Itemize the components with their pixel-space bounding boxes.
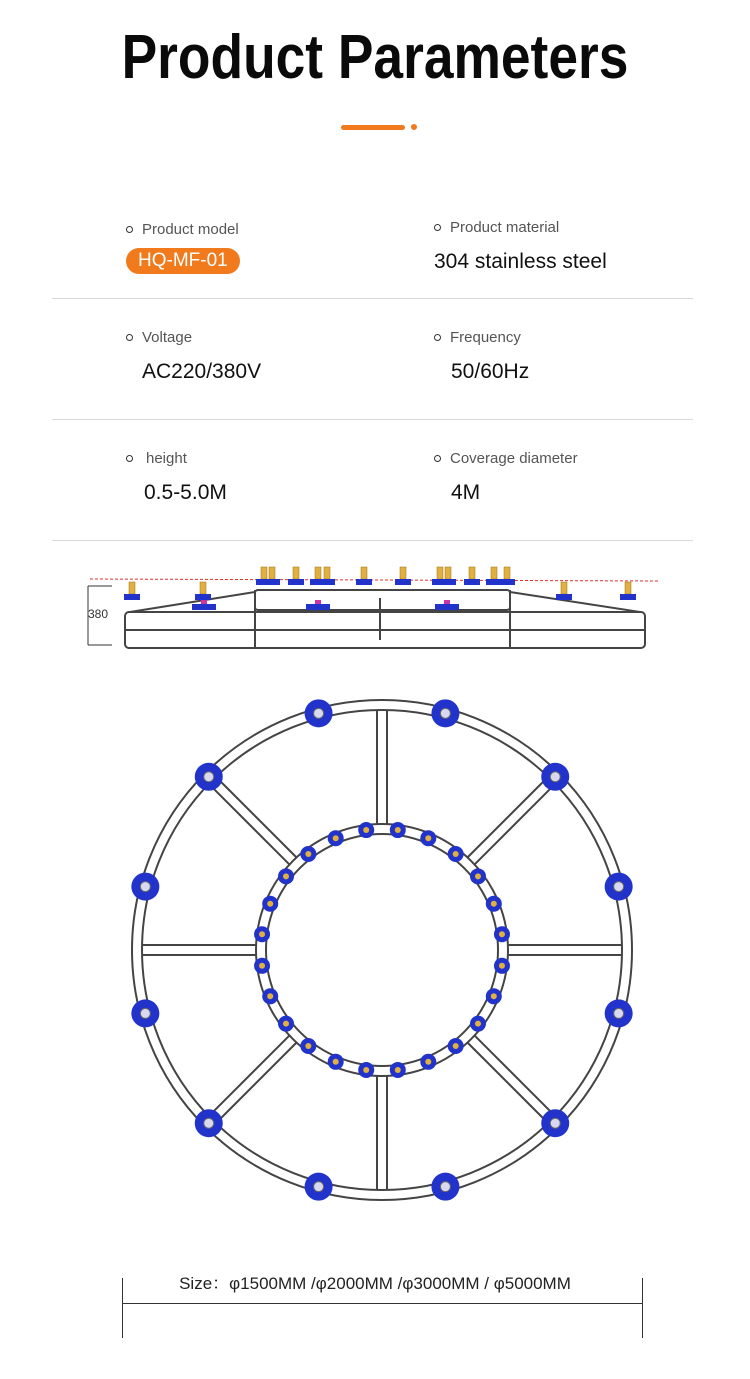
model-badge: HQ-MF-01	[126, 248, 240, 274]
side-nozzle-icon	[491, 567, 497, 579]
param-label: Voltage	[142, 329, 193, 346]
param-label: Frequency	[450, 329, 521, 346]
nozzle-center	[425, 1059, 431, 1065]
side-nozzle-icon	[261, 567, 267, 579]
nozzle-center	[499, 963, 505, 969]
nozzle-center	[363, 1067, 369, 1073]
side-nozzle-icon	[625, 582, 631, 594]
nozzle-center	[453, 1043, 459, 1049]
nozzle-mount	[192, 604, 216, 610]
nozzle-center	[614, 1008, 624, 1018]
nozzle-center	[140, 1008, 150, 1018]
nozzle-center	[314, 708, 324, 718]
bullet-icon	[434, 224, 441, 231]
title-underline-dot	[411, 124, 417, 130]
param-value: 0.5-5.0M	[144, 481, 227, 504]
side-nozzle-icon	[315, 567, 321, 579]
bullet-icon	[126, 226, 133, 233]
spoke	[475, 1036, 556, 1117]
nozzle-mount	[306, 604, 330, 610]
nozzle-center	[499, 931, 505, 937]
nozzle-center	[314, 1182, 324, 1192]
nozzle-center	[475, 1021, 481, 1027]
dimension-label: 380	[88, 607, 109, 621]
nozzle-center	[204, 1118, 214, 1128]
side-nozzle-icon	[324, 567, 330, 579]
nozzle-center	[267, 993, 273, 999]
size-dimension-line	[122, 1303, 643, 1304]
nozzle-center	[453, 851, 459, 857]
page-title: Product Parameters	[121, 23, 629, 92]
nozzle-center	[440, 708, 450, 718]
param-label: Product material	[450, 219, 560, 236]
nozzle-center	[550, 772, 560, 782]
nozzle-mount	[620, 594, 636, 600]
bullet-icon	[434, 334, 441, 341]
side-nozzle-icon	[445, 567, 451, 579]
nozzle-center	[395, 1067, 401, 1073]
side-nozzle-icon	[561, 582, 567, 594]
nozzle-mount	[195, 594, 211, 600]
param-coverage-diameter	[434, 450, 578, 505]
title-underline	[341, 125, 405, 130]
nozzle-center	[333, 835, 339, 841]
outer-nozzles	[131, 699, 632, 1200]
nozzle-mount	[319, 579, 335, 585]
param-label: height	[146, 450, 187, 467]
nozzle-center	[267, 901, 273, 907]
nozzle-mount	[356, 579, 372, 585]
divider	[52, 298, 693, 299]
nozzle-center	[440, 1182, 450, 1192]
nozzle-mount	[395, 579, 411, 585]
side-nozzle-icon	[200, 582, 206, 594]
nozzle-mount	[499, 579, 515, 585]
param-height	[126, 450, 227, 505]
spoke	[216, 777, 297, 858]
nozzle-center	[491, 993, 497, 999]
nozzle-mount	[264, 579, 280, 585]
spoke	[216, 1043, 297, 1124]
param-product-model	[126, 221, 240, 274]
spoke	[475, 784, 556, 865]
param-value: 4M	[451, 481, 481, 504]
side-nozzle-icon	[269, 567, 275, 579]
param-label: Coverage diameter	[450, 450, 578, 467]
bullet-icon	[126, 455, 133, 462]
nozzle-center	[204, 772, 214, 782]
spoke	[468, 777, 549, 858]
divider	[52, 419, 693, 420]
size-label: Size：φ1500MM /φ2000MM /φ3000MM / φ5000MM	[179, 1274, 571, 1293]
side-nozzle-icon	[469, 567, 475, 579]
nozzle-center	[305, 1043, 311, 1049]
nozzle-center	[259, 931, 265, 937]
side-nozzle-icon	[400, 567, 406, 579]
param-voltage	[126, 329, 261, 384]
nozzle-center	[425, 835, 431, 841]
nozzle-center	[283, 873, 289, 879]
size-dimension-tick-right	[642, 1278, 643, 1338]
fountain-frame-diagram	[0, 555, 750, 1215]
side-nozzle-icon	[361, 567, 367, 579]
side-frame-top	[255, 590, 510, 610]
param-product-material	[434, 219, 607, 274]
nozzle-mount	[435, 604, 459, 610]
side-nozzle-icon	[129, 582, 135, 594]
nozzle-mount	[556, 594, 572, 600]
divider	[52, 540, 693, 541]
nozzle-mount	[440, 579, 456, 585]
side-nozzle-icon	[437, 567, 443, 579]
nozzle-center	[259, 963, 265, 969]
bullet-icon	[126, 334, 133, 341]
nozzle-mount	[124, 594, 140, 600]
param-value: 50/60Hz	[451, 360, 530, 383]
nozzle-center	[305, 851, 311, 857]
nozzle-mount	[288, 579, 304, 585]
param-label: Product model	[142, 221, 239, 238]
spoke	[468, 1043, 549, 1124]
param-value: AC220/380V	[142, 360, 262, 383]
size-dimension-tick-left	[122, 1278, 123, 1338]
nozzle-center	[614, 882, 624, 892]
water-line	[90, 579, 658, 581]
nozzle-center	[395, 827, 401, 833]
nozzle-center	[491, 901, 497, 907]
nozzle-center	[550, 1118, 560, 1128]
param-frequency	[434, 329, 529, 384]
param-value: 304 stainless steel	[434, 250, 607, 273]
nozzle-center	[475, 873, 481, 879]
side-nozzle-icon	[504, 567, 510, 579]
nozzle-mount	[464, 579, 480, 585]
nozzle-center	[333, 1059, 339, 1065]
inner-ring	[256, 824, 508, 1076]
spoke	[209, 784, 290, 865]
side-nozzle-icon	[293, 567, 299, 579]
nozzle-center	[283, 1021, 289, 1027]
nozzle-center	[363, 827, 369, 833]
spoke	[209, 1036, 290, 1117]
side-view	[88, 579, 658, 648]
nozzle-center	[140, 882, 150, 892]
bullet-icon	[434, 455, 441, 462]
